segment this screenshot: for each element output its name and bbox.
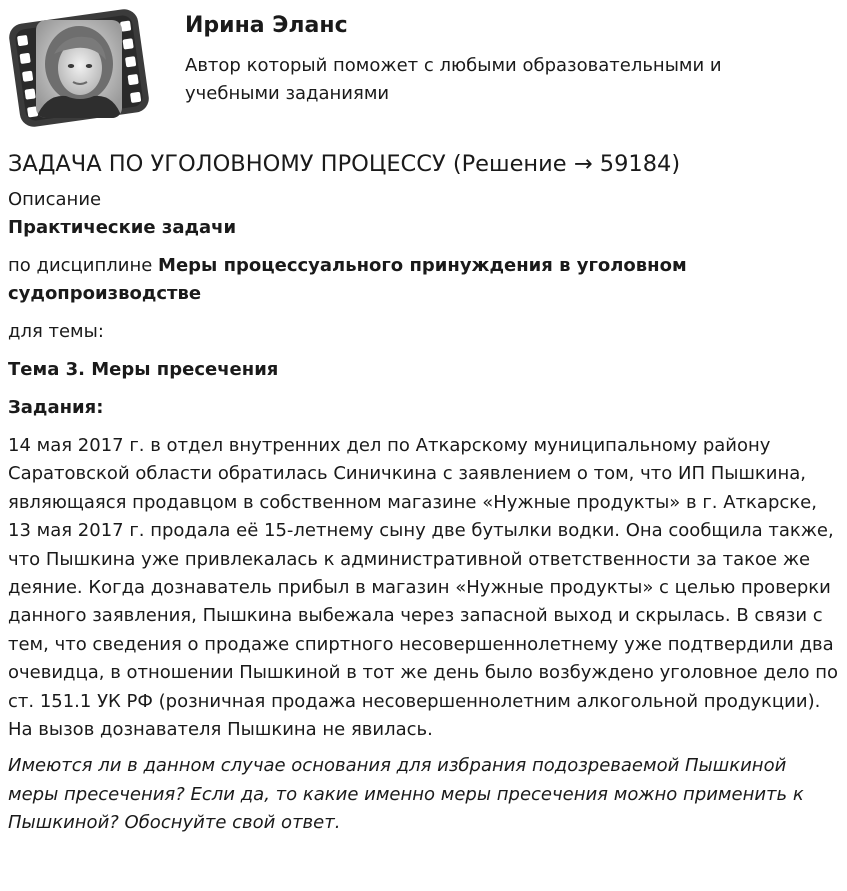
author-avatar: [6, 6, 152, 130]
topic-prefix: для темы:: [8, 321, 104, 342]
film-frame-avatar-icon: [6, 6, 152, 130]
discipline-name: Меры процессуального принуждения в уголовном судопроизводстве: [8, 255, 687, 304]
author-description: Автор который поможет с любыми образовательными и учебными заданиями: [185, 55, 722, 104]
author-name: Ирина Эланс: [185, 13, 348, 38]
discipline-prefix: по дисциплине: [8, 255, 159, 276]
discipline-line: [8, 252, 838, 308]
tasks-label: Задания:: [8, 397, 104, 418]
topic-name: Тема 3. Меры пресечения: [8, 359, 279, 380]
description-label: Описание: [8, 189, 102, 210]
page-title: ЗАДАЧА ПО УГОЛОВНОМУ ПРОЦЕССУ (Решение → 59184): [8, 151, 681, 177]
author-header: [0, 0, 847, 140]
task-question: Имеются ли в данном случае основания для избрания подозреваемой Пышкиной меры пресечения? Если да, то какие именно меры пресечения можно применить к Пышкиной? Обоснуйте свой ответ.: [8, 755, 804, 834]
task-body: 14 мая 2017 г. в отдел внутренних дел по Аткарскому муниципальному району Саратовской области обратилась Синичкина с заявлением о том, что ИП Пышкина, являющаяся продавцом в собственном магазине «Нужные продукты» в г. Аткарске, 13 мая 2017 г. продала её 15-летнему сыну две бутылки водки. Она сообщила также, что Пышкина уже привлекалась к административной ответственности за такое же деяние. Когда дознаватель прибыл в магазин «Нужные продукты» с целью проверки данного заявления, Пышкина выбежала через запасной выход и скрылась. В связи с тем, что сведения о продаже спиртного несовершеннолетнему уже подтвердили два очевидца, в отношении Пышкиной в тот же день было возбуждено уголовное дело по ст. 151.1 УК РФ (розничная продажа несовершеннолетним алкогольной продукции). На вызов дознавателя Пышкина не явилась.: [8, 435, 838, 741]
task-content: [8, 148, 838, 838]
section-heading: Практические задачи: [8, 217, 237, 238]
